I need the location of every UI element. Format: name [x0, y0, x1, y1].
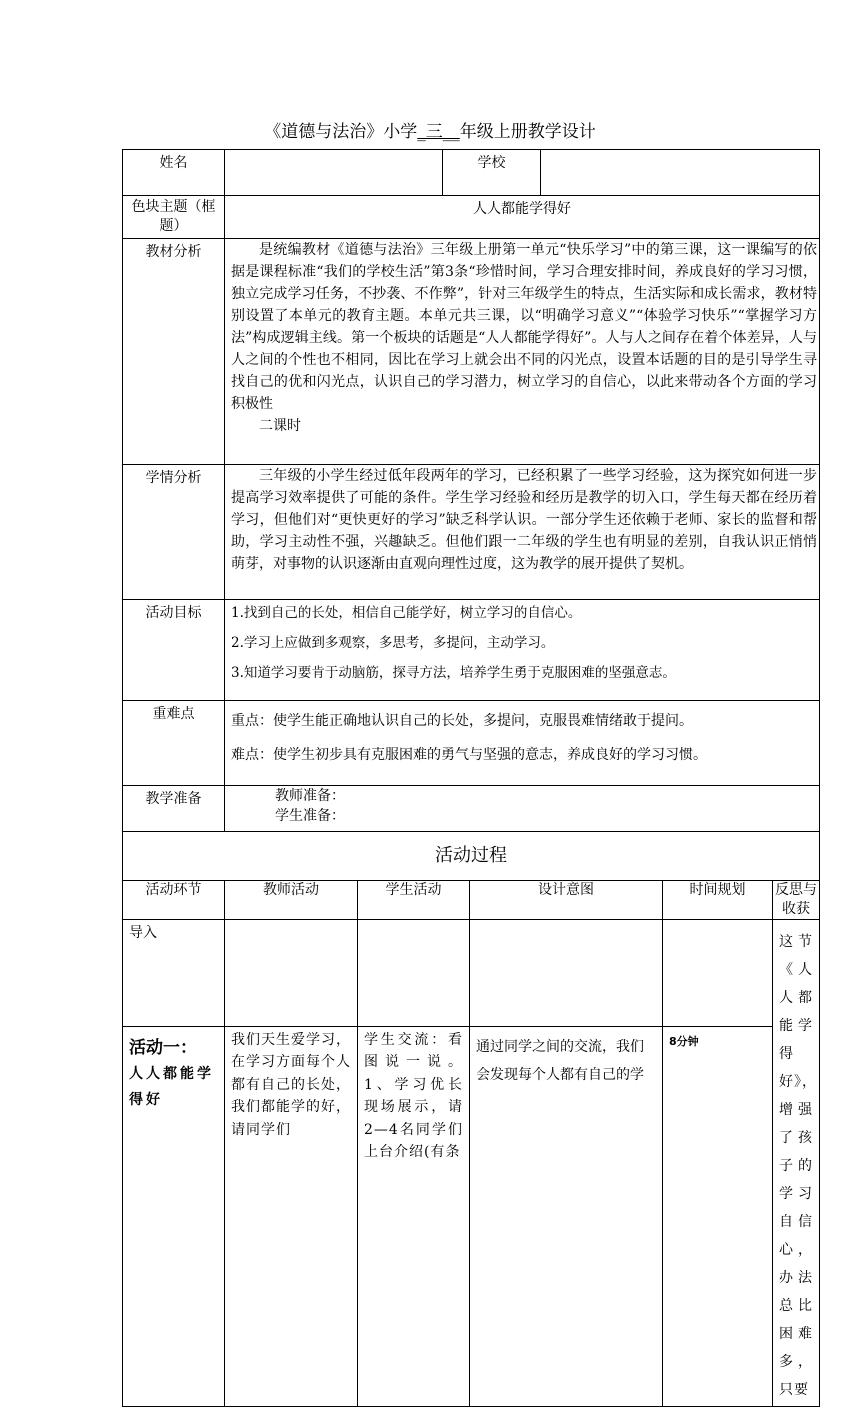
header-intent: 设计意图 [470, 881, 663, 920]
title-suffix: 年级上册教学设计 [459, 122, 596, 142]
student-cell [225, 465, 820, 600]
teacher-prep: 教师准备： [275, 788, 345, 804]
header-student: 学生活动 [358, 881, 470, 920]
process-title: 活动过程 [123, 832, 820, 881]
intro-label: 导入 [123, 920, 225, 1027]
activity-one-subtitle: 人人都能学得好 [129, 1065, 214, 1108]
student-text: 三年级的小学生经过低年段两年的学习，已经积累了一些学习经验，这为探究如何进一步提高学习效率提供了可能的条件。学生学习经验和经历是教学的切入口，学生每天都在经历着学习，但他们对“更快更好的学习”缺乏科学认识。一部分学生还依赖于老师、家长的监督和帮助，学习主动性不强，兴趣缺乏。但他们跟一二年级的学生也有明显的差别，自我认识正悄悄萌芽，对事物的认识逐渐由直观向理性过度，这为教学的展开提供了契机。 [231, 468, 818, 572]
intro-teacher [225, 920, 358, 1027]
name-value [225, 150, 443, 196]
objective-item: 1.找到自己的长处，相信自己能学好，树立学习的自信心。 [231, 605, 582, 621]
header-teacher: 教师活动 [225, 881, 358, 920]
time-plan: 8分钟 [663, 1026, 773, 1406]
school-value [541, 150, 820, 196]
theme-value: 人人都能学得好 [225, 196, 820, 239]
activity-one-cell [123, 1026, 225, 1406]
prep-cell [225, 786, 820, 832]
title-prefix: 《道德与法治》小学 [264, 122, 418, 142]
intro-student [358, 920, 470, 1027]
lesson-plan-table [122, 149, 820, 1407]
prep-label: 教学准备 [123, 786, 225, 832]
reflection-cell: 这节《人人都能学得好》，增强了孩子的学习自信心，办法总比困难多，只要 [773, 920, 820, 1407]
student-activity: 学生交流：看图说一说。1、学习优长现场展示，请2—4名同学们上台介绍(有条 [358, 1026, 470, 1406]
objective-item: 2.学习上应做到多观察，多思考，多提问，主动学习。 [231, 635, 555, 651]
title-grade: _三__ [417, 122, 460, 142]
analysis-label: 教材分析 [123, 239, 225, 465]
key-point: 重点：使学生能正确地认识自己的长处，多提问，克服畏难情绪敢于提问。 [231, 713, 693, 729]
teacher-activity: 我们天生爱学习，在学习方面每个人都有自己的长处，我们都能学的好，请同学们 [225, 1026, 358, 1406]
analysis-extra: 二课时 [259, 418, 301, 434]
activity-one-title: 活动一： [129, 1037, 197, 1058]
objectives-cell [225, 600, 820, 701]
analysis-text: 是统编教材《道德与法治》三年级上册第一单元“快乐学习”中的第三课，这一课编写的依据是课程标准“我们的学校生活”第3条“珍惜时间，学习合理安排时间，养成良好的学习习惯，独立完成学习任务，不抄袭、不作弊”，针对三年级学生的特点，生活实际和成长需求，教材特别设置了本单元的教育主题。本单元共三课，以“明确学习意义”“体验学习快乐”“掌握学习方法”构成逻辑主线。第一个板块的话题是“人人都能学得好”。人与人之间存在着个体差异，人与人之间的个性也不相同，因比在学习上就会出不同的闪光点，设置本话题的目的是引导学生寻找自己的优和闪光点，认识自己的学习潜力，树立学习的自信心，以此来带动各个方面的学习积极性 [231, 242, 818, 412]
analysis-cell [225, 239, 820, 465]
header-time: 时间规划 [663, 881, 773, 920]
school-label: 学校 [443, 150, 541, 196]
theme-label: 色块主题（框题） [123, 196, 225, 239]
student-label: 学情分析 [123, 465, 225, 600]
intro-time [663, 920, 773, 1027]
intro-intent [470, 920, 663, 1027]
hard-point: 难点：使学生初步具有克服困难的勇气与坚强的意志，养成良好的学习习惯。 [231, 747, 707, 763]
student-prep: 学生准备： [275, 808, 345, 824]
document-title [0, 117, 860, 142]
header-stage: 活动环节 [123, 881, 225, 920]
header-reflection: 反思与收获 [773, 881, 820, 920]
objectives-label: 活动目标 [123, 600, 225, 701]
difficulty-label: 重难点 [123, 701, 225, 786]
design-intent: 通过同学之间的交流，我们会发现每个人都有自己的学 [470, 1026, 663, 1406]
name-label: 姓名 [123, 150, 225, 196]
objective-item: 3.知道学习要肯于动脑筋，探寻方法，培养学生勇于克服困难的坚强意志。 [231, 665, 676, 681]
difficulty-cell [225, 701, 820, 786]
